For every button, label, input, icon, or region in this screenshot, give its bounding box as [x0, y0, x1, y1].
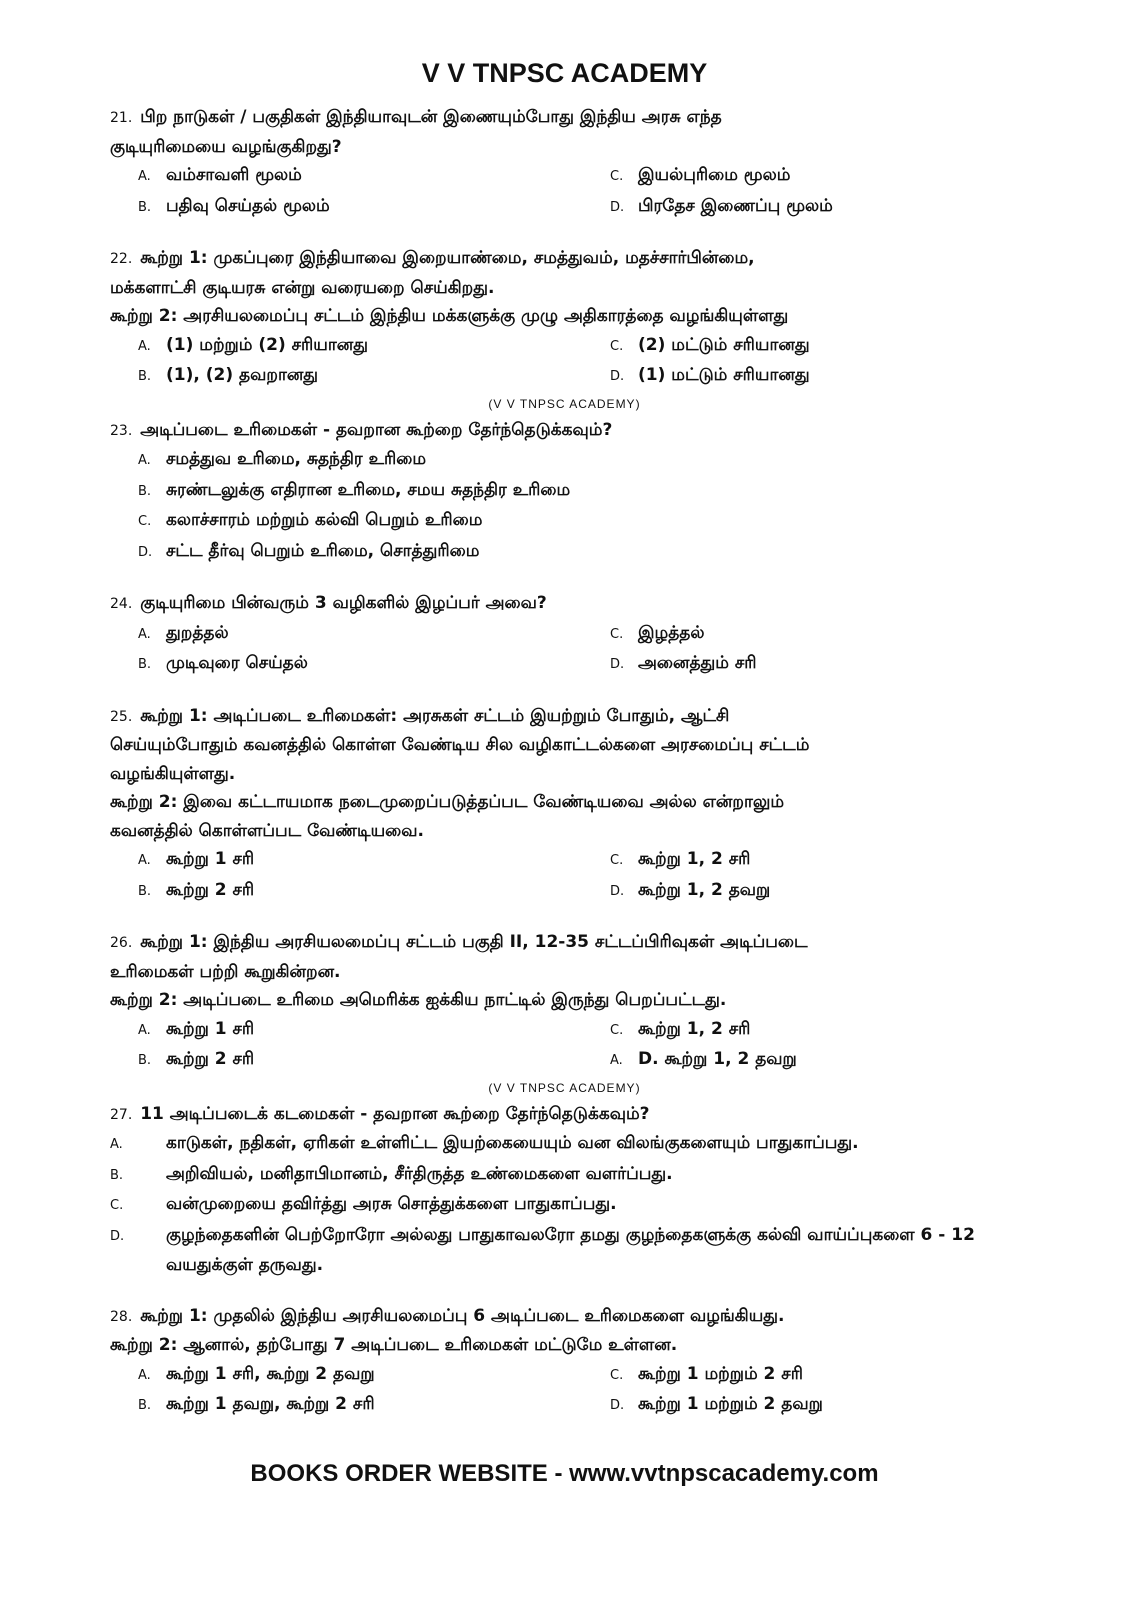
option-a: A. காடுகள், நதிகள், ஏரிகள் உள்ளிட்ட இயற்கையையும் வன விலங்குகளையும் பாதுகாப்பது.: [110, 1133, 859, 1153]
question-21: [110, 103, 1019, 222]
page-header: V V TNPSC ACADEMY: [421, 58, 708, 88]
option-b: B. கூற்று 1 தவறு, கூற்று 2 சரி: [138, 1394, 375, 1414]
option-b: B. (1), (2) தவறானது: [138, 365, 319, 385]
question-text: உரிமைகள் பற்றி கூறுகின்றன.: [110, 961, 341, 982]
question-number: 23.: [110, 422, 133, 439]
question-text: கூற்று 1: இந்திய அரசியலமைப்பு சட்டம் பகுதி II, 12-35 சட்டப்பிரிவுகள் அடிப்படை: [140, 932, 808, 952]
question-text: 11 அடிப்படைக் கடமைகள் - தவறான கூற்றை தேர்ந்தெடுக்கவும்?: [140, 1103, 650, 1124]
options: [110, 845, 1019, 906]
option-d: D. (1) மட்டும் சரியானது: [610, 365, 810, 385]
question-text: கூற்று 1: முகப்புரை இந்தியாவை இறையாண்மை, சமத்துவம், மதச்சார்பின்மை,: [140, 248, 755, 268]
watermark-text: (V V TNPSC ACADEMY): [488, 1080, 641, 1095]
option-c: C. கலாச்சாரம் மற்றும் கல்வி பெறும் உரிமை: [138, 510, 483, 530]
options: [110, 1360, 1019, 1421]
question-22: [110, 244, 1019, 392]
option-b: B. முடிவுரை செய்தல்: [138, 653, 308, 673]
page-footer: BOOKS ORDER WEBSITE - www.vvtnpscacademy.com: [250, 1460, 879, 1487]
options: [110, 1015, 1019, 1076]
question-27: [110, 1100, 1019, 1280]
options: [110, 445, 1019, 567]
option-d: D. குழந்தைகளின் பெற்றோரோ அல்லது பாதுகாவலரோ தமது குழந்தைகளுக்கு கல்வி வாய்ப்புகளை 6 - 12 வயதுக்குள் தருவது.: [110, 1224, 975, 1275]
question-number: 26.: [110, 935, 133, 951]
option-a: A. (1) மற்றும் (2) சரியானது: [138, 334, 368, 355]
option-c: C. இயல்புரிமை மூலம்: [610, 165, 791, 185]
question-text: அடிப்படை உரிமைகள் - தவறான கூற்றை தேர்ந்தெடுக்கவும்?: [140, 419, 613, 440]
option-a: A. சமத்துவ உரிமை, சுதந்திர உரிமை: [138, 449, 427, 469]
options: [110, 161, 1019, 222]
option-a: A. துறத்தல்: [138, 622, 229, 643]
option-c: C. (2) மட்டும் சரியானது: [610, 334, 810, 355]
question-25: [110, 702, 1019, 907]
question-number: 25.: [110, 708, 133, 725]
options: [110, 1129, 1019, 1280]
question-text: செய்யும்போதும் கவனத்தில் கொள்ள வேண்டிய சில வழிகாட்டல்களை அரசமைப்பு சட்டம்: [110, 735, 810, 755]
question-23: [110, 416, 1019, 568]
watermark-text: (V V TNPSC ACADEMY): [488, 396, 641, 411]
question-text: மக்களாட்சி குடியரசு என்று வரையறை செய்கிறது.: [110, 277, 495, 298]
question-text: கூற்று 2: அடிப்படை உரிமை அமெரிக்க ஐக்கிய நாட்டில் இருந்து பெறப்பட்டது.: [110, 990, 727, 1010]
question-number: 21.: [110, 110, 133, 126]
question-text: குடியுரிமையை வழங்குகிறது?: [110, 136, 342, 157]
option-c: C. கூற்று 1, 2 சரி: [610, 849, 751, 869]
option-d: D. கூற்று 1, 2 தவறு: [610, 879, 771, 900]
option-c: C. கூற்று 1 மற்றும் 2 சரி: [610, 1363, 803, 1384]
option-b: B. அறிவியல், மனிதாபிமானம், சீர்திருத்த உண்மைகளை வளர்ப்பது.: [110, 1163, 673, 1184]
option-b: B. கூற்று 2 சரி: [138, 1049, 255, 1069]
option-a: A. கூற்று 1 சரி, கூற்று 2 தவறு: [138, 1363, 375, 1384]
question-28: [110, 1302, 1019, 1421]
question-26: [110, 928, 1019, 1076]
question-text: கூற்று 2: இவை கட்டாயமாக நடைமுறைப்படுத்தப்பட வேண்டியவை அல்ல என்றாலும்: [110, 792, 785, 812]
option-d: A. D. கூற்று 1, 2 தவறு: [610, 1049, 797, 1069]
options: [110, 331, 1019, 392]
option-b: B. சுரண்டலுக்கு எதிரான உரிமை, சமய சுதந்திர உரிமை: [138, 479, 571, 500]
question-text: கூற்று 1: அடிப்படை உரிமைகள்: அரசுகள் சட்டம் இயற்றும் போதும், ஆட்சி: [140, 705, 730, 726]
option-d: D. பிரதேச இணைப்பு மூலம்: [610, 195, 833, 216]
option-c: C. இழத்தல்: [610, 622, 705, 643]
question-text: கூற்று 2: அரசியலமைப்பு சட்டம் இந்திய மக்களுக்கு முழு அதிகாரத்தை வழங்கியுள்ளது: [110, 306, 789, 326]
options: [110, 619, 1019, 680]
option-d: D. சட்ட தீர்வு பெறும் உரிமை, சொத்துரிமை: [138, 540, 480, 561]
question-text: வழங்கியுள்ளது.: [110, 763, 236, 784]
question-text: குடியுரிமை பின்வரும் 3 வழிகளில் இழப்பர் அவை?: [140, 593, 547, 613]
question-text: கவனத்தில் கொள்ளப்பட வேண்டியவை.: [110, 820, 424, 841]
option-c: C. வன்முறையை தவிர்த்து அரசு சொத்துக்களை பாதுகாப்பது.: [110, 1194, 617, 1214]
option-b: B. பதிவு செய்தல் மூலம்: [138, 195, 330, 216]
question-number: 24.: [110, 596, 133, 612]
option-d: D. அனைத்தும் சரி: [610, 653, 757, 673]
question-number: 28.: [110, 1308, 133, 1325]
question-number: 27.: [110, 1106, 133, 1123]
question-text: கூற்று 2: ஆனால், தற்போது 7 அடிப்படை உரிமைகள் மட்டுமே உள்ளன.: [110, 1335, 678, 1355]
question-24: [110, 589, 1019, 680]
option-c: C. கூற்று 1, 2 சரி: [610, 1018, 751, 1039]
option-a: A. கூற்று 1 சரி: [138, 849, 255, 869]
option-d: D. கூற்று 1 மற்றும் 2 தவறு: [610, 1394, 823, 1414]
option-a: A. கூற்று 1 சரி: [138, 1018, 255, 1039]
question-number: 22.: [110, 251, 133, 267]
question-text: பிற நாடுகள் / பகுதிகள் இந்தியாவுடன் இணையும்போது இந்திய அரசு எந்த: [140, 107, 722, 127]
option-a: A. வம்சாவளி மூலம்: [138, 165, 302, 185]
question-text: கூற்று 1: முதலில் இந்திய அரசியலமைப்பு 6 அடிப்படை உரிமைகளை வழங்கியது.: [140, 1305, 785, 1326]
option-b: B. கூற்று 2 சரி: [138, 879, 255, 900]
